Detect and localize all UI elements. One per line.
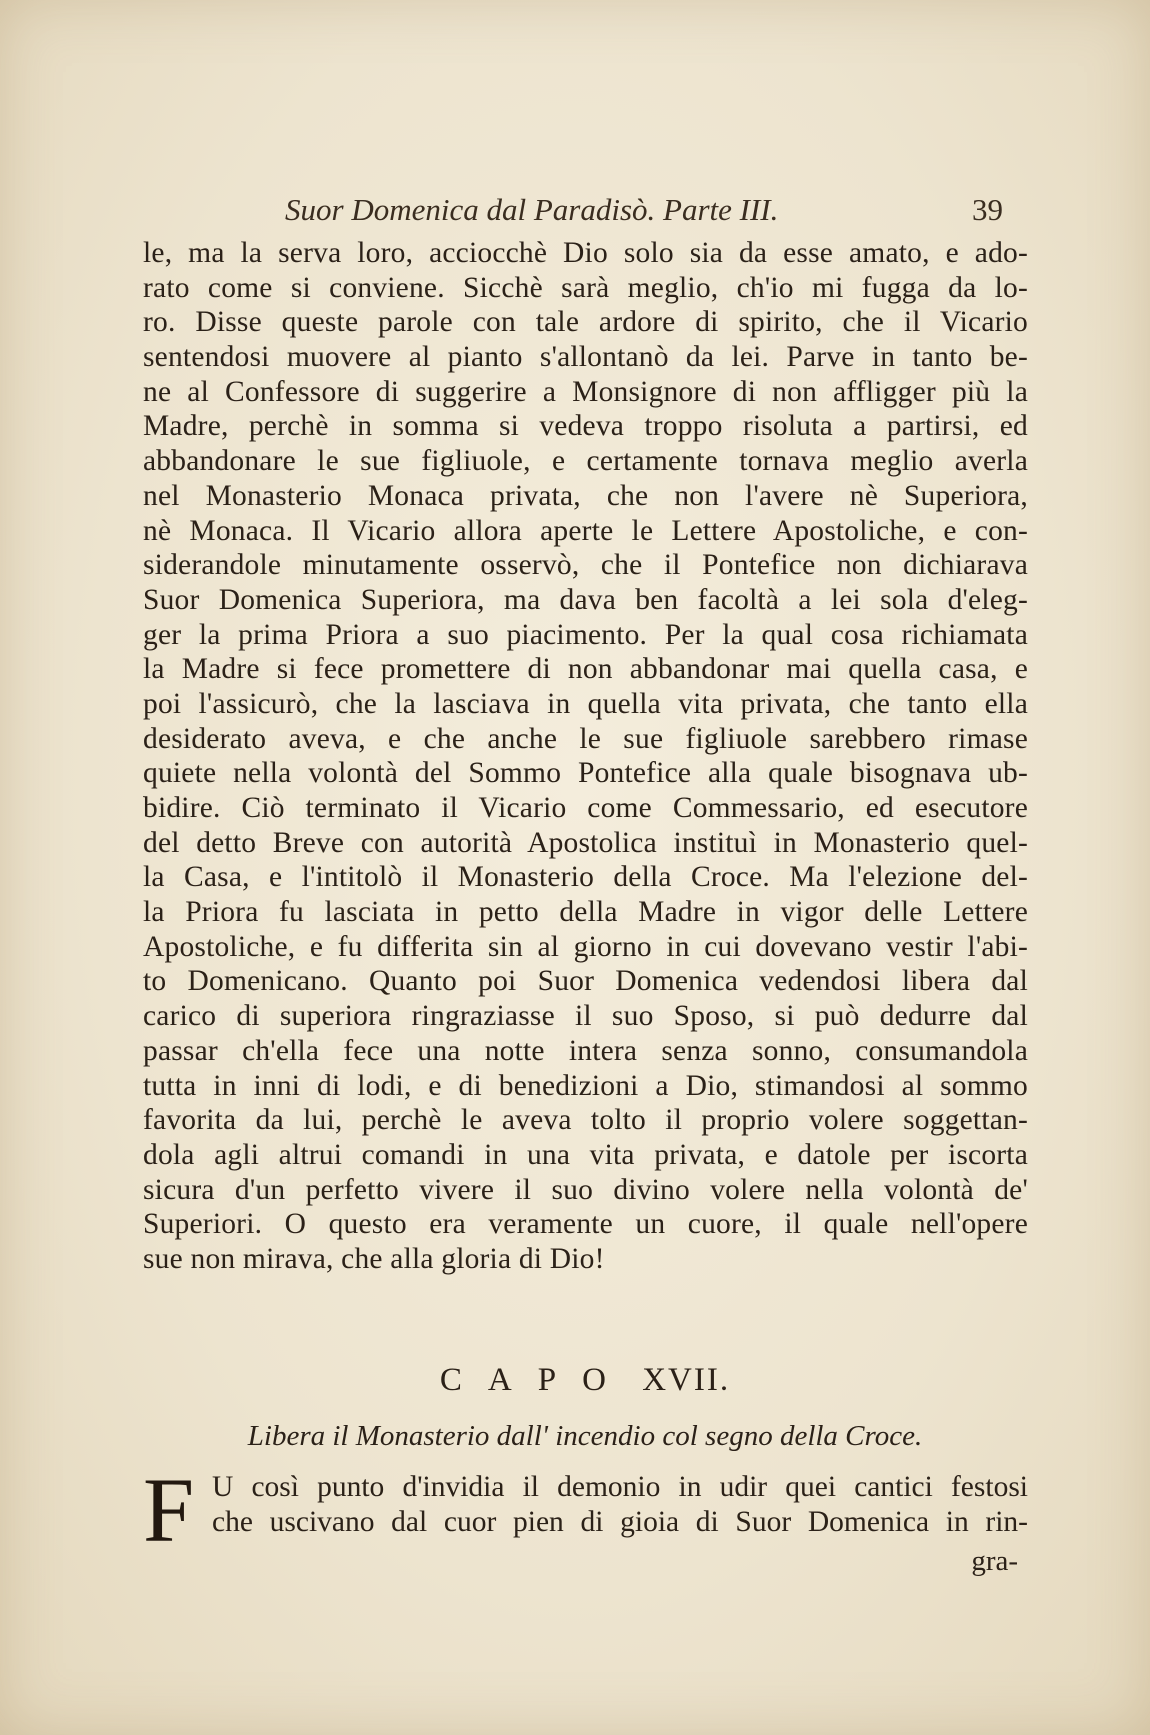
text-line: to Domenicano. Quanto poi Suor Domenica vedendosi libera dal [143, 965, 1028, 998]
text-line: Superiori. O questo era veramente un cuore, il quale nell'opere [143, 1208, 1028, 1241]
text-line: U così punto d'invidia il demonio in udir quei cantici festosi [212, 1471, 1028, 1503]
text-line: la Casa, e l'intitolò il Monasterio della Croce. Ma l'elezione del- [143, 861, 1028, 894]
chapter-number: XVII. [642, 1362, 731, 1398]
chapter-heading [140, 1362, 1030, 1399]
text-line: carico di superiora ringraziasse il suo Sposo, si può dedurre dal [143, 1000, 1028, 1033]
text-line: nè Monaca. Il Vicario allora aperte le Lettere Apostoliche, e con- [143, 514, 1028, 547]
text-line: Apostoliche, e fu differita sin al giorno in cui dovevano vestir l'abi- [143, 930, 1028, 963]
chapter-word: CAPO [439, 1362, 632, 1398]
text-line: la Madre si fece promettere di non abbandonar mai quella casa, e [143, 653, 1028, 686]
catchword: gra- [971, 1545, 1018, 1577]
text-line: passar ch'ella fece una notte intera senza sonno, consumandola [143, 1034, 1028, 1067]
text-line: tutta in inni di lodi, e di benedizioni a Dio, stimandosi al sommo [143, 1069, 1028, 1102]
text-line: rato come si conviene. Sicchè sarà meglio, ch'io mi fugga da lo- [143, 271, 1028, 304]
running-header [285, 192, 1045, 228]
text-line: del detto Breve con autorità Apostolica instituì in Monasterio quel- [143, 826, 1028, 859]
text-line: quiete nella volontà del Sommo Pontefice alla quale bisognava ub- [143, 757, 1028, 790]
text-line: ro. Disse queste parole con tale ardore di spirito, che il Vicario [143, 306, 1028, 339]
text-line: che uscivano dal cuor pien di gioia di Suor Domenica in rin- [212, 1505, 1028, 1538]
page-number: 39 [972, 192, 1003, 227]
drop-cap: F [143, 1459, 195, 1561]
text-line: ne al Confessore di suggerire a Monsignore di non affligger più la [143, 375, 1028, 408]
text-line: Madre, perchè in somma si vedeva troppo risoluta a partirsi, ed [143, 410, 1028, 443]
text-line: favorita da lui, perchè le aveva tolto il proprio volere soggettan- [143, 1104, 1028, 1137]
text-line: Suor Domenica Superiora, ma dava ben facoltà a lei sola d'eleg- [143, 583, 1028, 616]
text-line: le, ma la serva loro, acciocchè Dio solo sia da esse amato, e ado- [143, 237, 1028, 269]
running-title: Suor Domenica dal Paradisò. Parte III. [285, 192, 779, 227]
text-line: poi l'assicurò, che la lasciava in quella vita privata, che tanto ella [143, 687, 1028, 720]
text-line: dola agli altrui comandi in una vita privata, e datole per iscorta [143, 1138, 1028, 1171]
text-line: abbandonare le sue figliuole, e certamente tornava meglio averla [143, 445, 1028, 478]
text-line: bidire. Ciò terminato il Vicario come Commessario, ed esecutore [143, 792, 1028, 824]
text-line: nel Monasterio Monaca privata, che non l'avere nè Superiora, [143, 479, 1028, 512]
text-line: sue non mirava, che alla gloria di Dio! [143, 1242, 605, 1275]
text-line: siderandole minutamente osservò, che il Pontefice non dichiarava [143, 549, 1028, 582]
opening-paragraph [212, 1470, 1028, 1539]
text-line: ger la prima Priora a suo piacimento. Per la qual cosa richiamata [143, 618, 1028, 651]
chapter-title: Libera il Monasterio dall' incendio col segno della Croce. [247, 1420, 923, 1452]
text-line: la Priora fu lasciata in petto della Madre in vigor delle Lettere [143, 896, 1028, 929]
text-line: desiderato aveva, e che anche le sue figliuole sarebbero rimase [143, 722, 1028, 755]
body-text [143, 236, 1028, 1277]
text-line: sicura d'un perfetto vivere il suo divino volere nella volontà de' [143, 1173, 1028, 1206]
text-line: sentendosi muovere al pianto s'allontanò da lei. Parve in tanto be- [143, 341, 1028, 374]
